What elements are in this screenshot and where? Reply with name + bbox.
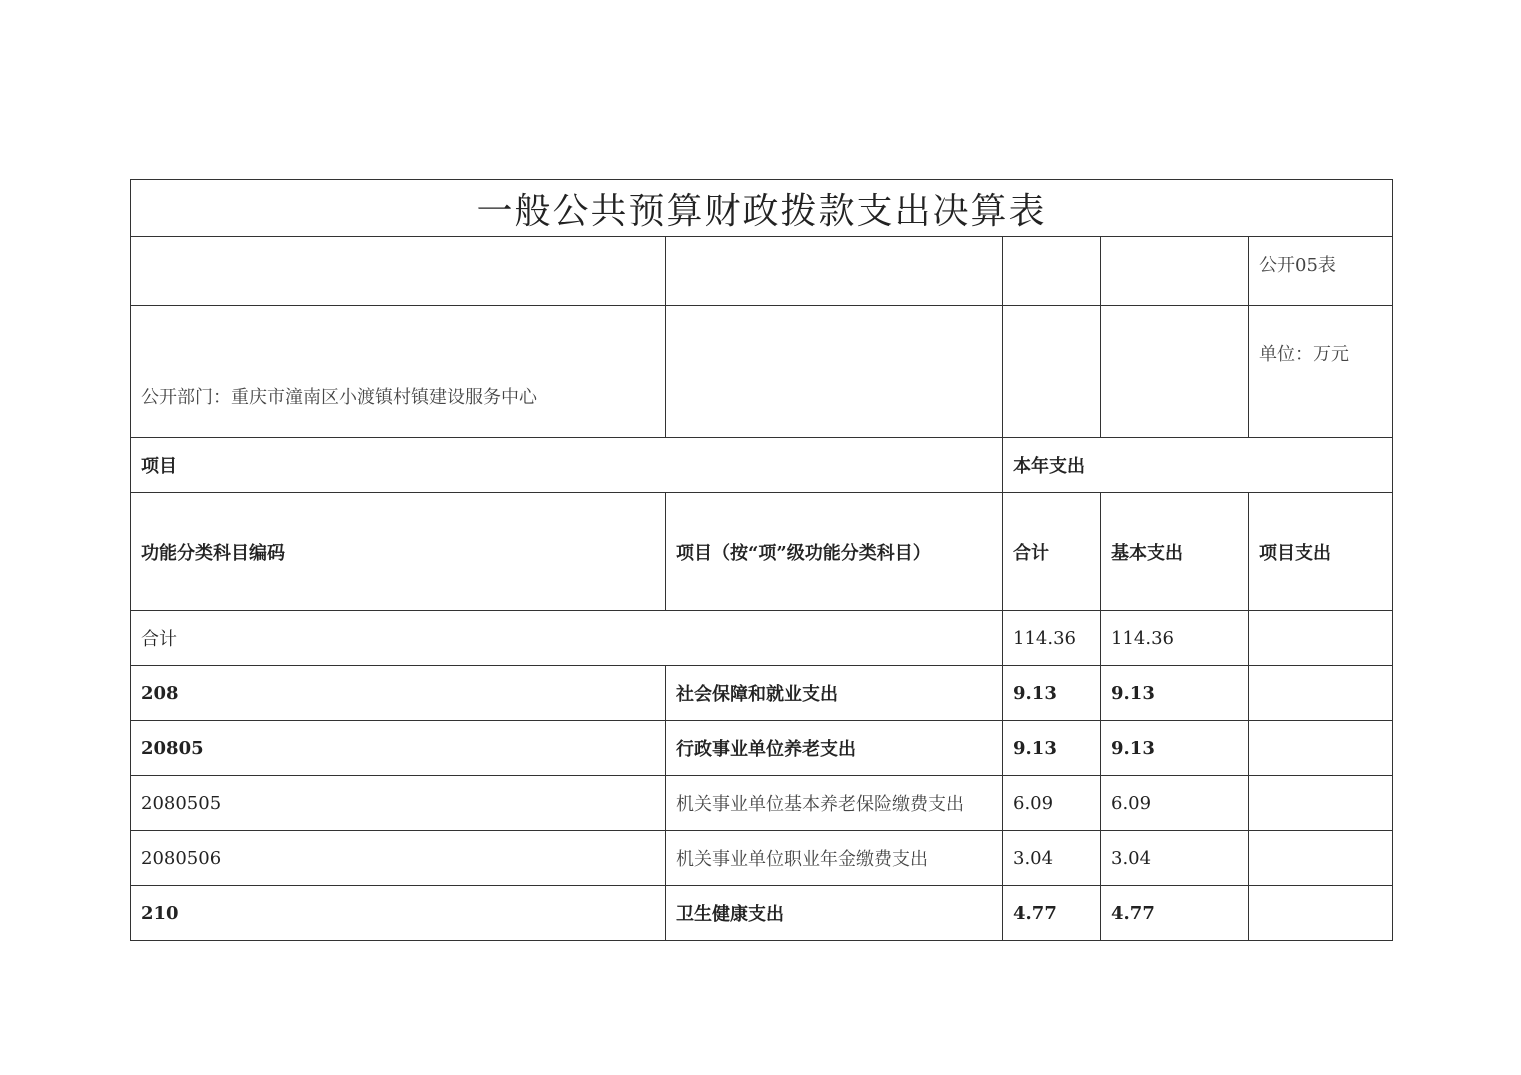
row-total: 9.13: [1003, 666, 1101, 721]
total-row-project: [1249, 611, 1393, 666]
row-total: 9.13: [1003, 721, 1101, 776]
unit-label: 单位：万元: [1249, 306, 1393, 438]
row-basic: 4.77: [1101, 886, 1249, 941]
header-item: 项目: [131, 438, 1003, 493]
row-project: [1249, 831, 1393, 886]
row-total: 4.77: [1003, 886, 1101, 941]
row-code: 20805: [131, 721, 666, 776]
row-name: 行政事业单位养老支出: [666, 721, 1003, 776]
row-name: 社会保障和就业支出: [666, 666, 1003, 721]
table-row: [131, 721, 1393, 776]
row-basic: 9.13: [1101, 666, 1249, 721]
row-code: 210: [131, 886, 666, 941]
row-name: 机关事业单位职业年金缴费支出: [666, 831, 1003, 886]
row-total: 3.04: [1003, 831, 1101, 886]
row-code: 2080506: [131, 831, 666, 886]
department-label: 公开部门：重庆市潼南区小渡镇村镇建设服务中心: [131, 306, 666, 438]
header-basic: 基本支出: [1101, 493, 1249, 611]
row-basic: 3.04: [1101, 831, 1249, 886]
row-basic: 6.09: [1101, 776, 1249, 831]
header-current-year-expense: 本年支出: [1003, 438, 1393, 493]
row-basic: 9.13: [1101, 721, 1249, 776]
empty-cell: [1101, 306, 1249, 438]
total-row-label: 合计: [131, 611, 1003, 666]
table-number: 公开05表: [1249, 237, 1393, 306]
total-row-total: 114.36: [1003, 611, 1101, 666]
table-title: 一般公共预算财政拨款支出决算表: [131, 180, 1393, 237]
row-name: 机关事业单位基本养老保险缴费支出: [666, 776, 1003, 831]
empty-cell: [1101, 237, 1249, 306]
table-row: [131, 776, 1393, 831]
row-project: [1249, 776, 1393, 831]
empty-cell: [1003, 306, 1101, 438]
empty-cell: [1003, 237, 1101, 306]
header-item-name: 项目（按“项”级功能分类科目）: [666, 493, 1003, 611]
row-code: 2080505: [131, 776, 666, 831]
total-row-basic: 114.36: [1101, 611, 1249, 666]
budget-table: [130, 179, 1393, 941]
empty-cell: [666, 306, 1003, 438]
empty-cell: [131, 237, 666, 306]
header-project: 项目支出: [1249, 493, 1393, 611]
table-row: [131, 886, 1393, 941]
row-total: 6.09: [1003, 776, 1101, 831]
row-project: [1249, 721, 1393, 776]
header-code: 功能分类科目编码: [131, 493, 666, 611]
header-total: 合计: [1003, 493, 1101, 611]
empty-cell: [666, 237, 1003, 306]
table-row: [131, 831, 1393, 886]
row-name: 卫生健康支出: [666, 886, 1003, 941]
table-row: [131, 666, 1393, 721]
row-project: [1249, 666, 1393, 721]
row-code: 208: [131, 666, 666, 721]
row-project: [1249, 886, 1393, 941]
